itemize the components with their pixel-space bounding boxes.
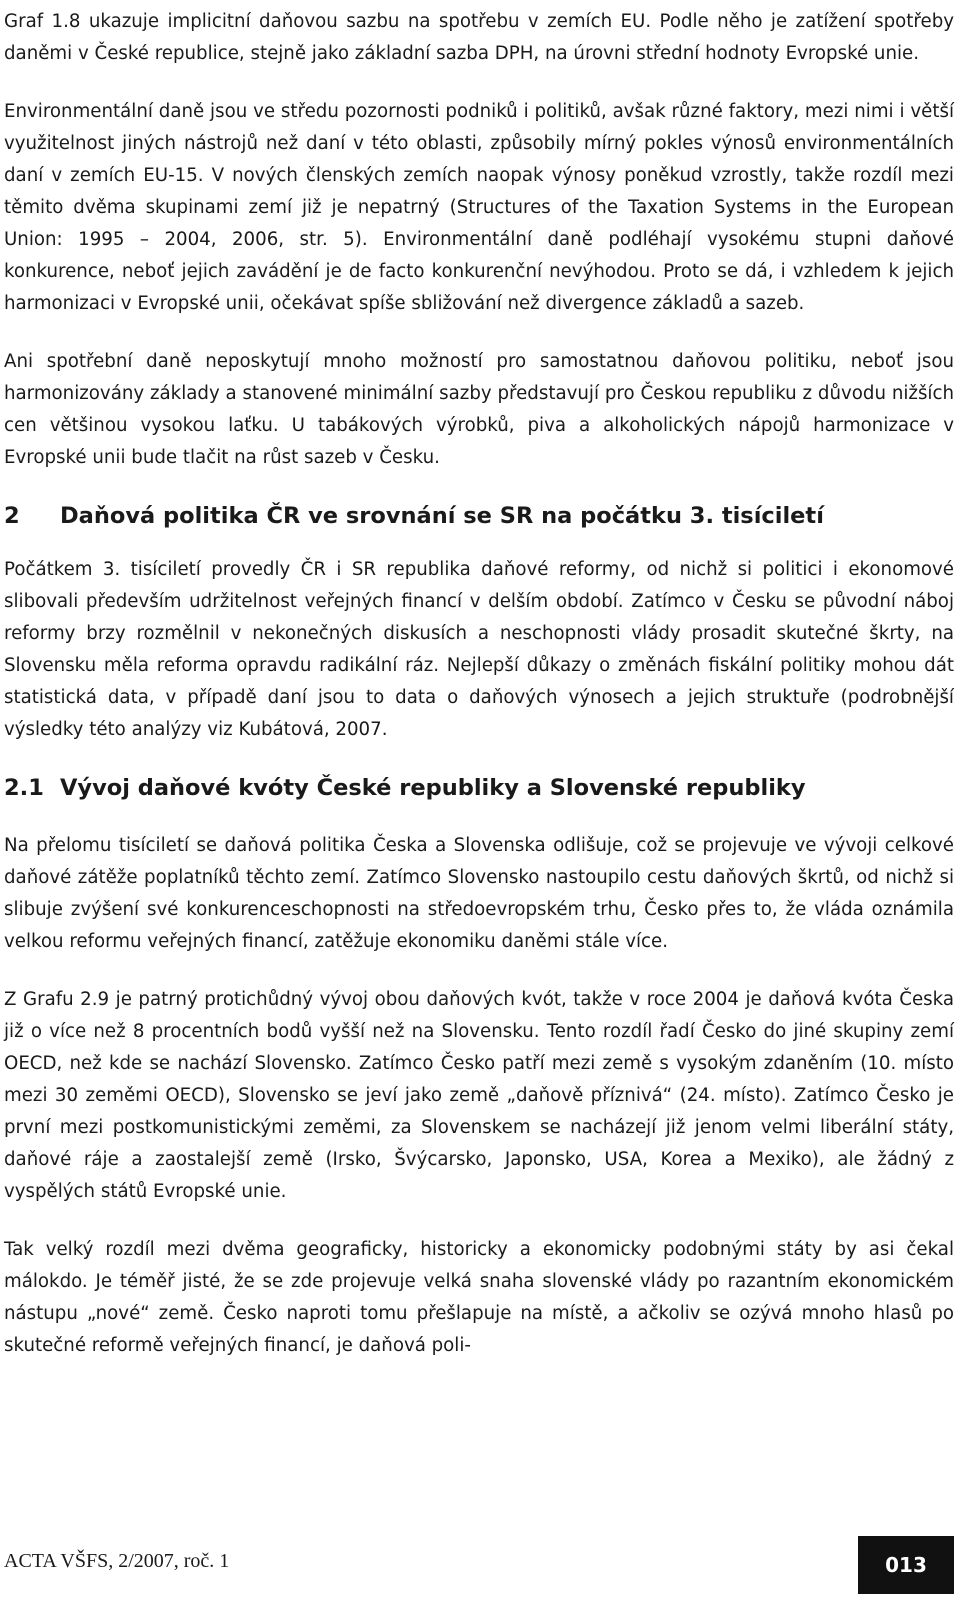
subsection-heading [4,772,954,804]
paragraph: Environmentální daně jsou ve středu pozornosti podniků i politiků, avšak různé faktory, mezi nimi i větší využitelnost jiných nástrojů než daní v této oblasti, způsobily mírný pokles výnosů environmentálních daní v zemích EU-15. V nových členských zemích naopak výnosy poněkud vzrostly, takže rozdíl mezi těmito dvěma skupinami zemí již je nepatrný (Structures of the Taxation Systems in the European Union: 1995 – 2004, 2006, str. 5). Environmentální daně podléhají vysokému stupni daňové konkurence, neboť jejich zavádění je de facto konkurenční nevýhodou. Proto se dá, i vzhledem k jejich harmonizaci v Evropské unii, očekávat spíše sbližování než divergence základů a sazeb. [4,101,954,314]
document-body [4,6,954,1362]
subsection-title: Vývoj daňové kvóty České republiky a Slovenské republiky [60,775,806,801]
paragraph: Na přelomu tisíciletí se daňová politika Česka a Slovenska odlišuje, což se projevuje ve vývoji celkové daňové zátěže poplatníků těchto zemí. Zatímco Slovensko nastoupilo cestu daňových škrtů, od nichž si slibuje zvýšení své konkurenceschopnosti na středoevropském trhu, Česko přes to, že vláda oznámila velkou reformu veřejných financí, zatěžuje ekonomiku daněmi stále více. [4,835,954,952]
paragraph: Graf 1.8 ukazuje implicitní daňovou sazbu na spotřebu v zemích EU. Podle něho je zatížení spotřeby daněmi v České republice, stejně jako základní sazba DPH, na úrovni střední hodnoty Evropské unie. [4,11,954,64]
subsection-number: 2.1 [4,775,44,801]
page-number: 013 [858,1536,954,1594]
paragraph: Ani spotřební daně neposkytují mnoho možností pro samostatnou daňovou politiku, neboť jsou harmonizovány základy a stanovené minimální sazby představují pro Českou republiku z důvodu nižších cen většinou vysokou laťku. U tabákových výrobků, piva a alkoholických nápojů harmonizace v Evropské unii bude tlačit na růst sazeb v Česku. [4,351,954,468]
paragraph: Z Grafu 2.9 je patrný protichůdný vývoj obou daňových kvót, takže v roce 2004 je daňová kvóta Česka již o více než 8 procentních bodů vyšší než na Slovensku. Tento rozdíl řadí Česko do jiné skupiny zemí OECD, než kde se nachází Slovensko. Zatímco Česko patří mezi země s vysokým zdaněním (10. místo mezi 30 zeměmi OECD), Slovensko se jeví jako země „daňově příznivá“ (24. místo). Zatímco Česko je první mezi postkomunistickými zeměmi, za Slovenskem se nacházejí již jenom velmi liberální státy, daňové ráje a zaostalejší země (Irsko, Švýcarsko, Japonsko, USA, Korea a Mexiko), ale žádný z vyspělých států Evropské unie. [4,989,954,1202]
section-title: Daňová politika ČR ve srovnání se SR na počátku 3. tisíciletí [60,503,824,529]
paragraph: Počátkem 3. tisíciletí provedly ČR i SR republika daňové reformy, od nichž si politici i ekonomové slibovali především udržitelnost veřejných financí v delším období. Zatímco v Česku se původní náboj reformy brzy rozmělnil v nekonečných diskusích a neschopnosti vlády prosadit skutečné škrty, na Slovensku měla reforma opravdu radikální ráz. Nejlepší důkazy o změnách fiskální politiky mohou dát statistická data, v případě daní jsou to data o daňových výnosech a jejich struktuře (podrobnější výsledky této analýzy viz Kubátová, 2007. [4,559,954,740]
section-heading [4,500,954,532]
journal-footer: ACTA VŠFS, 2/2007, roč. 1 [4,1550,230,1572]
section-number: 2 [4,503,20,529]
paragraph: Tak velký rozdíl mezi dvěma geograficky, historicky a ekonomicky podobnými státy by asi čekal málokdo. Je téměř jisté, že se zde projevuje velká snaha slovenské vlády po razantním ekonomickém nástupu „nové“ země. Česko naproti tomu přešlapuje na místě, a ačkoliv se ozývá mnoho hlasů po skutečné reformě veřejných financí, je daňová poli- [4,1239,954,1356]
